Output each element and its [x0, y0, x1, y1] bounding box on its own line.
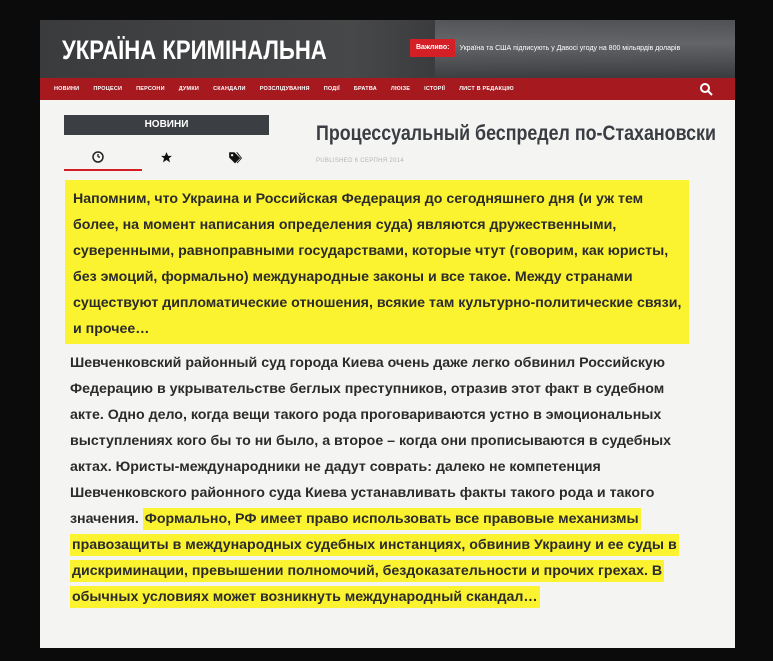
nav-item[interactable]: ЛИСТ В РЕДАКЦІЮ — [459, 86, 514, 92]
browser-screen — [40, 20, 735, 648]
nav-item[interactable]: ПРОЦЕСИ — [93, 86, 123, 92]
ticker-label: Важливо: — [410, 39, 455, 57]
nav-item[interactable]: ІСТОРІЇ — [424, 86, 446, 92]
nav-item[interactable]: ПЕРСОНИ — [136, 86, 165, 92]
paragraph-highlight: Формально, РФ имеет право использовать все правовые механизмы правозащиты в международных судебных инстанциях, обвинив Украину и ее суды в дискриминации, превышении полномочий, бездоказательности и прочих грехах. В обычных условиях может возникнуть международный скандал… — [70, 508, 679, 608]
nav-item[interactable]: ЛЮІЗЕ — [390, 86, 411, 92]
main-navigation — [40, 78, 735, 100]
sidebar-widget-title: НОВИНИ — [64, 115, 269, 135]
tag-icon[interactable] — [227, 149, 243, 165]
ticker-headline[interactable]: Україна та США підписують у Давосі угоду на 800 мільярдів доларів — [459, 44, 681, 52]
article-paragraph-highlighted: Напомним, что Украина и Российская Федерация до сегодняшнего дня (и уж тем более, на момент написания определения суда) являются дружественными, суверенными, равноправными государствами, которые чтут (говорим, как юристы, без эмоций, формально) международные законы и все такое. Между странами существуют дипломатические отношения, всякие там культурно-политические связи, и прочее… — [65, 180, 689, 344]
paragraph-text: Шевченковский районный суд города Киева очень даже легко обвинил Российскую Федерацию в укрывательстве беглых преступников, отразив этот факт в судебном акте. Одно дело, когда вещи такого рода проговариваются устно в эмоциональных выступлениях кого бы то ни было, а второе – когда они прописываются в судебных актах. Юристы-международники не дадут соврать: далеко не компетенция Шевченковского районного суда Киева устанавливать факты такого рода и такого значения. — [70, 355, 672, 527]
active-tab-indicator — [64, 169, 142, 171]
nav-item[interactable]: СКАНДАЛИ — [213, 86, 246, 92]
nav-item[interactable]: ПОДІЇ — [323, 86, 340, 92]
nav-item[interactable]: НОВИНИ — [54, 86, 80, 92]
clock-icon[interactable] — [90, 149, 106, 165]
nav-item[interactable]: БРАТВА — [353, 86, 377, 92]
article-paragraph — [70, 350, 685, 610]
site-header — [40, 20, 735, 78]
article-title: Процессуальный беспредел по-Стахановски — [316, 122, 716, 145]
star-icon[interactable] — [158, 149, 174, 165]
nav-item[interactable]: ДУМКИ — [178, 86, 200, 92]
sidebar-tabs — [64, 146, 269, 168]
nav-item[interactable]: РОЗСЛІДУВАННЯ — [259, 86, 310, 92]
article-published-date: PUBLISHED 6 СЕРПНЯ 2014 — [316, 158, 404, 164]
news-ticker[interactable] — [410, 39, 680, 57]
site-logo[interactable]: УКРАЇНА КРИМІНАЛЬНА — [62, 35, 327, 65]
search-icon[interactable] — [699, 82, 713, 96]
